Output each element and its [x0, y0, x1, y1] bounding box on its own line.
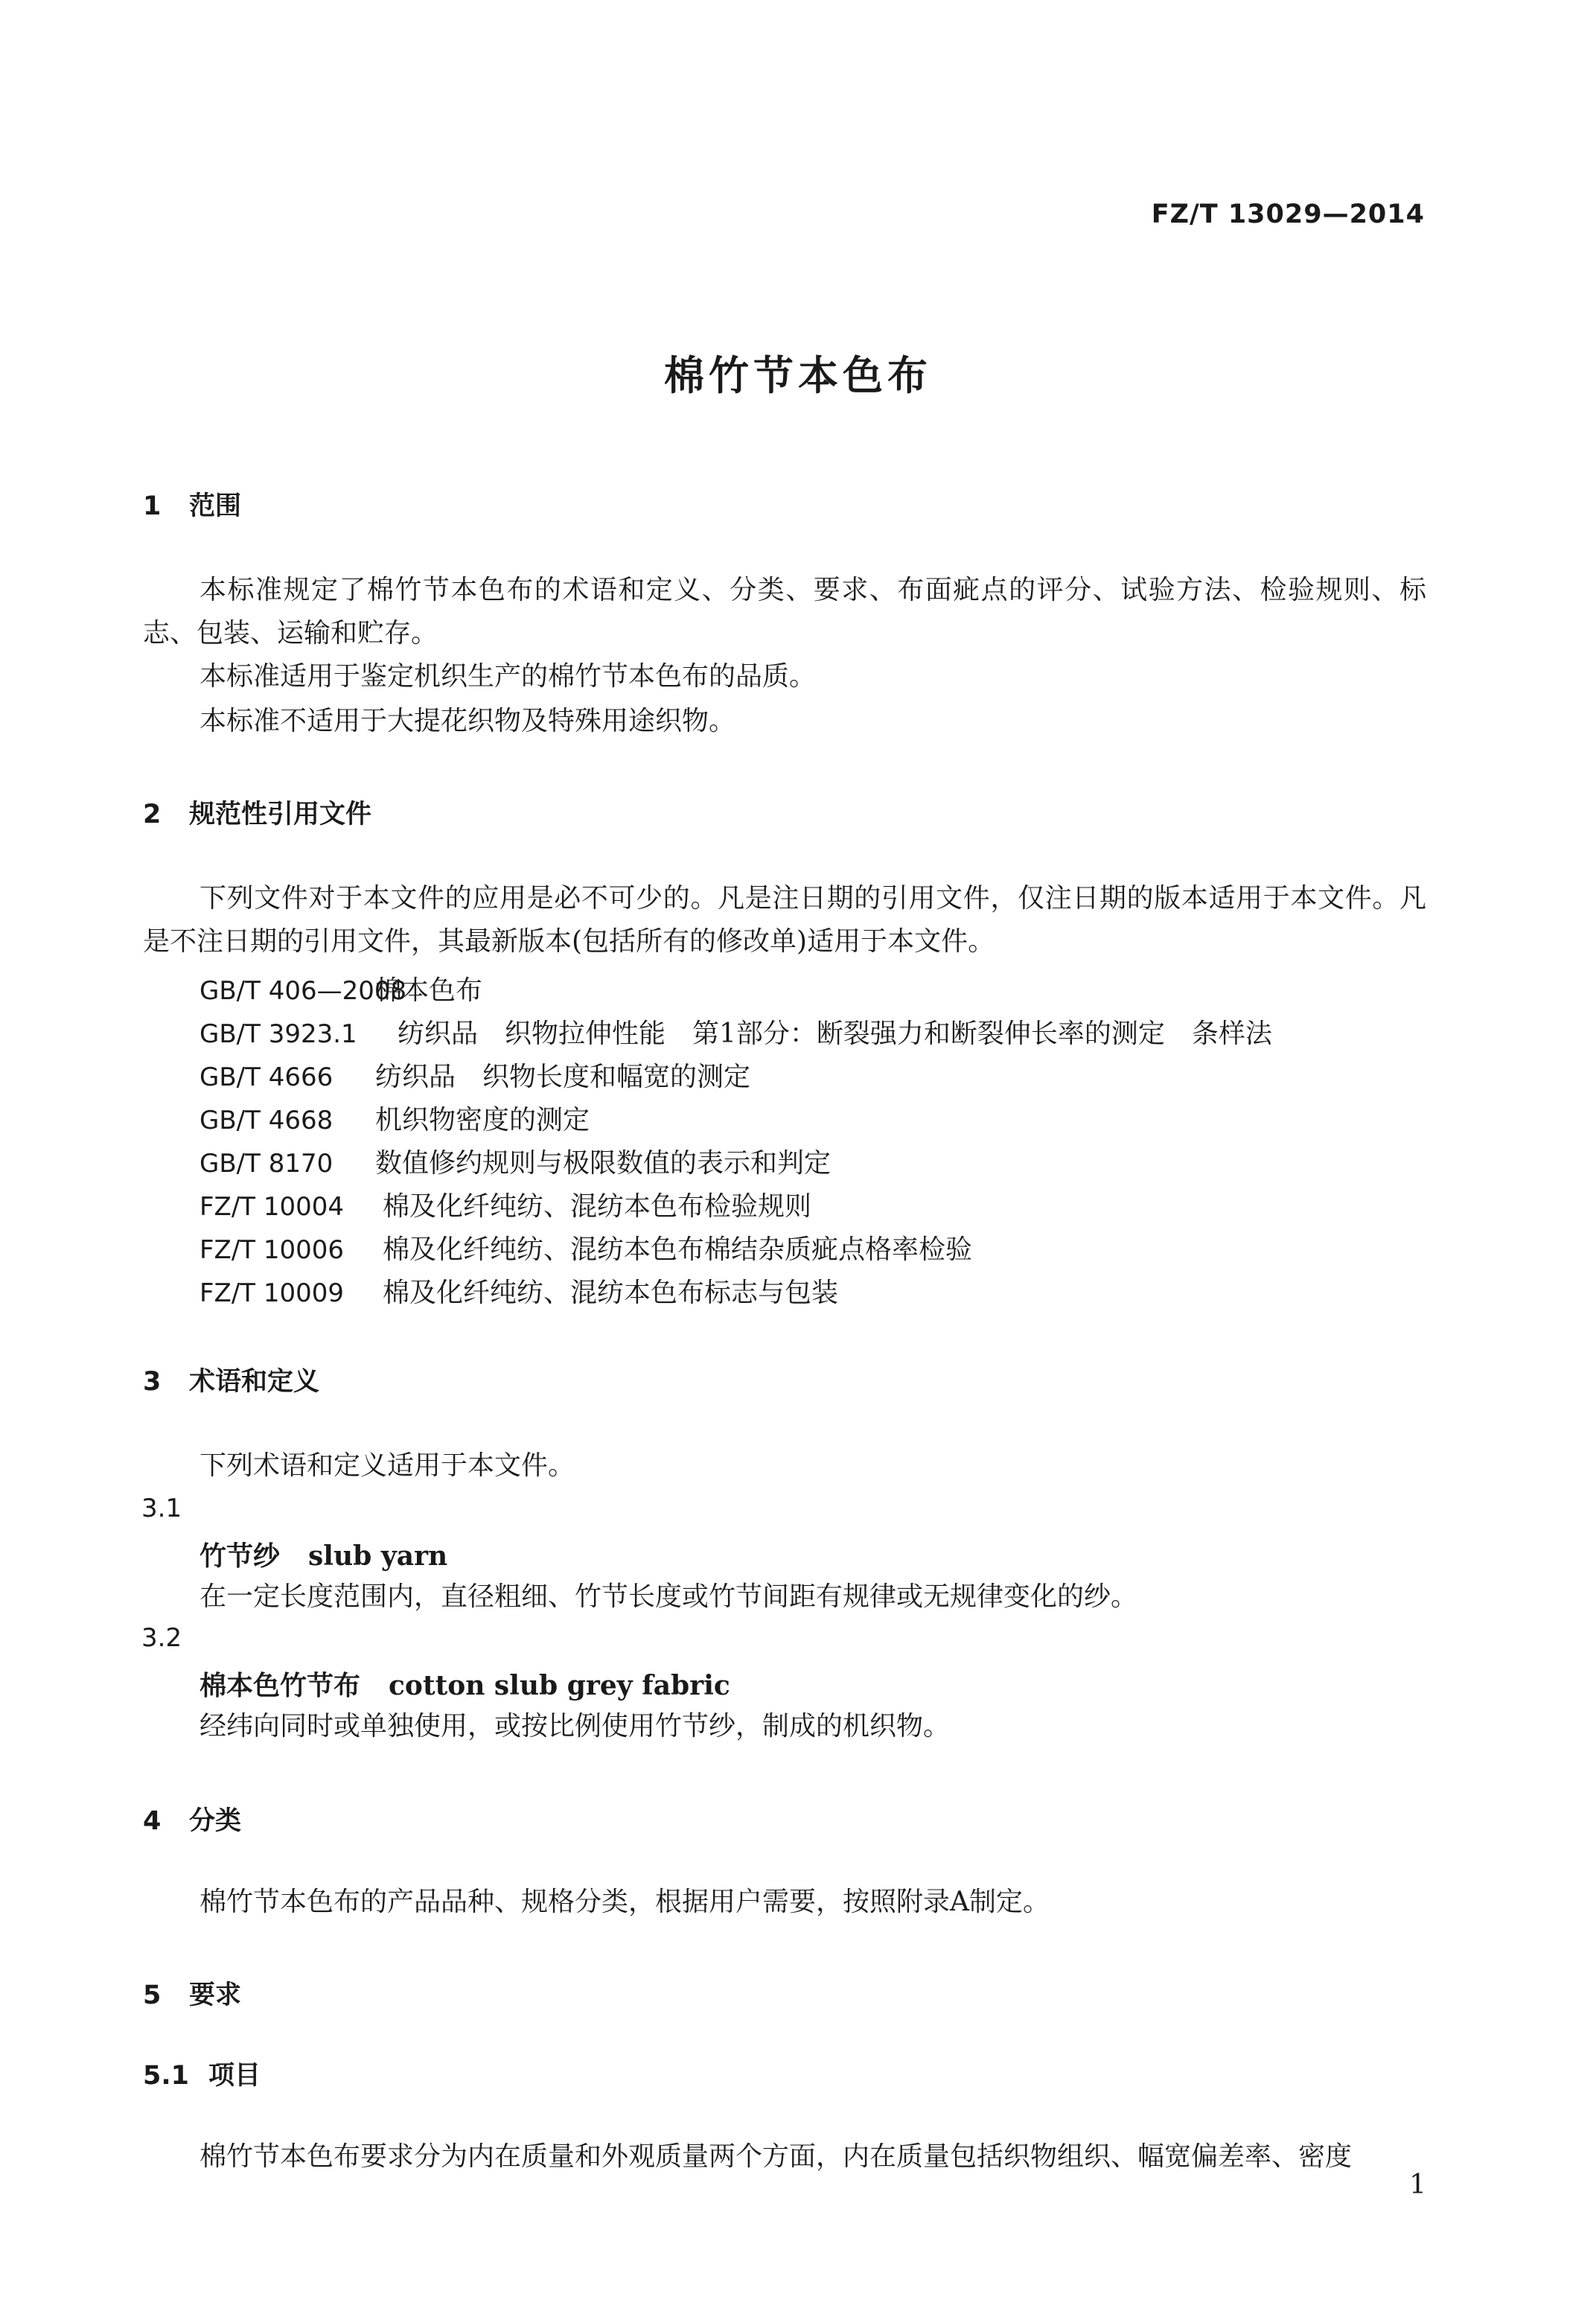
section-title: 范围 — [189, 491, 242, 521]
reference-title: 数值修约规则与极限数值的表示和判定 — [375, 1148, 831, 1179]
section-1-paragraph-1: 本标准规定了棉竹节本色布的术语和定义、分类、要求、布面疵点的评分、试验方法、检验规则、标志、包装、运输和贮存。 — [143, 575, 1426, 648]
section-1-paragraph-3: 本标准不适用于大提花织物及特殊用途织物。 — [200, 706, 736, 736]
term-definition: 经纬向同时或单独使用，或按比例使用竹节纱，制成的机织物。 — [200, 1711, 951, 1741]
section-2-paragraph-1: 下列文件对于本文件的应用是必不可少的。凡是注日期的引用文件，仅注日期的版本适用于本文件。凡是不注日期的引用文件，其最新版本(包括所有的修改单)适用于本文件。 — [143, 883, 1426, 957]
section-3-intro: 下列术语和定义适用于本文件。 — [200, 1450, 575, 1481]
reference-title: 棉本色布 — [375, 975, 483, 1006]
reference-title: 棉及化纤纯纺、混纺本色布标志与包装 — [383, 1278, 839, 1308]
term-number: 3.2 — [141, 1623, 182, 1653]
reference-title: 机织物密度的测定 — [375, 1105, 590, 1135]
section-number: 3 — [143, 1367, 162, 1397]
reference-code: FZ/T 10006 — [200, 1235, 345, 1265]
section-number: 4 — [143, 1806, 162, 1836]
reference-code: GB/T 3923.1 — [200, 1019, 357, 1049]
reference-item — [200, 1272, 838, 1310]
reference-code: GB/T 4668 — [200, 1106, 333, 1135]
section-title: 术语和定义 — [189, 1367, 320, 1397]
term-definition: 在一定长度范围内，直径粗细、竹节长度或竹节间距有规律或无规律变化的纱。 — [200, 1581, 1138, 1612]
section-5-1-paragraph-1: 棉竹节本色布要求分为内在质量和外观质量两个方面，内在质量包括织物组织、幅宽偏差率、密度 — [200, 2141, 1353, 2172]
reference-code: GB/T 8170 — [200, 1149, 333, 1179]
reference-title: 纺织品 织物长度和幅宽的测定 — [375, 1062, 751, 1092]
document-title: 棉竹节本色布 — [664, 352, 932, 399]
term-english: slub yarn — [308, 1540, 448, 1572]
reference-item — [200, 969, 482, 1007]
section-number: 1 — [143, 491, 162, 521]
section-number: 2 — [143, 800, 162, 829]
reference-item — [200, 1099, 590, 1137]
section-title: 分类 — [189, 1806, 242, 1836]
section-number: 5.1 — [143, 2061, 190, 2091]
reference-code: GB/T 406—2008 — [200, 976, 407, 1006]
reference-title: 棉及化纤纯纺、混纺本色布检验规则 — [383, 1191, 812, 1222]
term-chinese: 棉本色竹节布 — [200, 1670, 361, 1701]
term-name — [200, 1535, 447, 1573]
section-2-heading — [143, 794, 371, 831]
reference-item — [200, 1056, 750, 1094]
section-1-heading — [143, 485, 241, 523]
section-title: 要求 — [189, 1980, 242, 2010]
section-5-heading — [143, 1975, 241, 2012]
reference-code: GB/T 4666 — [200, 1062, 333, 1092]
section-5-1-heading — [143, 2055, 261, 2092]
reference-title: 纺织品 织物拉伸性能 第1部分：断裂强力和断裂伸长率的测定 条样法 — [398, 1019, 1272, 1049]
reference-item — [200, 1228, 972, 1266]
reference-item — [200, 1185, 811, 1223]
standard-code: FZ/T 13029—2014 — [1151, 200, 1425, 229]
term-chinese: 竹节纱 — [200, 1540, 281, 1572]
reference-code: FZ/T 10009 — [200, 1278, 345, 1308]
page-number: 1 — [1409, 2170, 1426, 2200]
reference-code: FZ/T 10004 — [200, 1192, 345, 1222]
section-number: 5 — [143, 1980, 162, 2010]
section-1-paragraph-2: 本标准适用于鉴定机织生产的棉竹节本色布的品质。 — [200, 661, 817, 692]
reference-item — [200, 1142, 831, 1180]
term-english: cotton slub grey fabric — [389, 1670, 730, 1701]
reference-title: 棉及化纤纯纺、混纺本色布棉结杂质疵点格率检验 — [383, 1234, 973, 1265]
section-3-heading — [143, 1361, 319, 1398]
term-name — [200, 1665, 730, 1703]
section-4-paragraph-1: 棉竹节本色布的产品品种、规格分类，根据用户需要，按照附录A制定。 — [200, 1887, 1050, 1917]
term-number: 3.1 — [141, 1494, 182, 1523]
section-title: 规范性引用文件 — [189, 800, 372, 829]
section-title: 项目 — [208, 2061, 261, 2091]
reference-item — [200, 1013, 1272, 1051]
section-4-heading — [143, 1800, 241, 1838]
